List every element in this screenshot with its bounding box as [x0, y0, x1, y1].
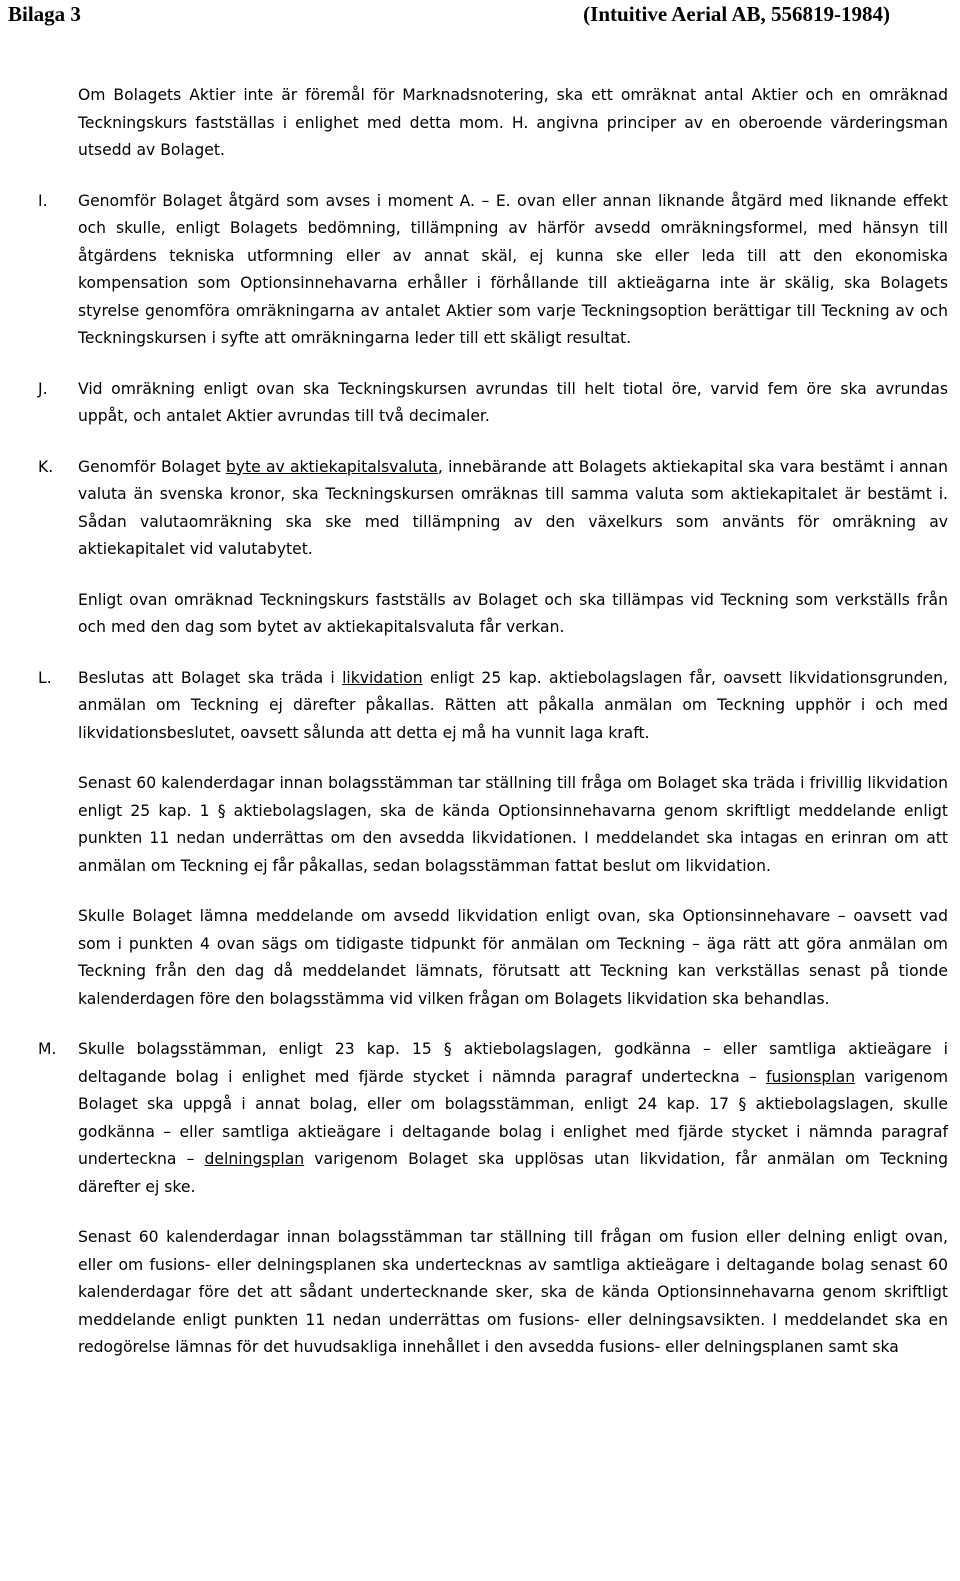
section-i [0, 188, 960, 353]
section-l-paragraph-3: Skulle Bolaget lämna meddelande om avsedd likvidation enligt ovan, ska Optionsinnehavare – oavsett vad som i punkten 4 ovan sägs om tidigaste tidpunkt för anmälan om Teckning – äga rätt att göra anmälan om Teckning från den dag då meddelandet lämnats, förutsatt att Teckning kan verkställas senast på tionde kalenderdagen före den bolagsstämma vid vilken frågan om Bolagets likvidation ska behandlas. [78, 907, 948, 1008]
page-header [0, 0, 960, 26]
section-k-paragraph-2: Enligt ovan omräknad Teckningskurs fastställs av Bolaget och ska tillämpas vid Teckning som verkställs från och med den dag som bytet av aktiekapitalsvaluta får verkan. [78, 590, 948, 636]
section-j-letter: J. [38, 379, 48, 398]
appendix-label: Bilaga 3 [8, 2, 81, 26]
section-m-paragraph-1 [0, 1036, 960, 1201]
section-i-letter: I. [38, 191, 48, 210]
term-merger-plan: fusionsplan [766, 1067, 856, 1086]
section-k-text-b: , innebärande att Bolagets aktiekapital ska vara bestämt i annan valuta än svenska kronor, ska Teckningskursen omräknas till samma valuta som aktiekapitalet är bestämt i. Sådan valutaomräkning ska ske med tillämpning av den växelkurs som använts för omräkning av aktiekapitalet vid valutabytet. [78, 457, 948, 558]
section-k-paragraph-1 [0, 454, 960, 564]
term-liquidation: likvidation [342, 668, 423, 687]
section-k-letter: K. [38, 457, 54, 476]
section-l-paragraph-2: Senast 60 kalenderdagar innan bolagsstämman tar ställning till fråga om Bolaget ska träda i frivillig likvidation enligt 25 kap. 1 § aktiebolagslagen, ska de kända Optionsinnehavarna genom skriftligt meddelande enligt punkten 11 nedan underrättas om den avsedda likvidationen. I meddelandet ska intagas en erinran om att anmälan om Teckning ej får påkallas, sedan bolagsstämman fattat beslut om likvidation. [78, 774, 948, 875]
company-label: (Intuitive Aerial AB, 556819-1984) [583, 2, 890, 26]
section-m-letter: M. [38, 1040, 57, 1058]
document-body [0, 82, 960, 1362]
intro-paragraph: Om Bolagets Aktier inte är föremål för Marknadsnotering, ska ett omräknat antal Aktier och en omräknad Teckningskurs fastställas i enlighet med detta mom. H. angivna principer av en oberoende värderingsman utsedd av Bolaget. [78, 86, 948, 159]
section-m-text-c: varigenom Bolaget ska upplösas utan likvidation, får anmälan om Teckning därefter ej ske. [78, 1150, 948, 1196]
section-l-letter: L. [38, 668, 52, 687]
term-currency-change: byte av aktiekapitalsvaluta [225, 457, 438, 476]
section-m-text-a: Skulle bolagsstämman, enligt 23 kap. 15 § aktiebolagslagen, godkänna – eller samtliga aktieägare i deltagande bolag i enlighet med fjärde stycket i nämnda paragraf underteckna – [78, 1040, 948, 1086]
section-m-text-b: varigenom Bolaget ska uppgå i annat bolag, eller om bolagsstämman, enligt 24 kap. 17 § aktiebolagslagen, skulle godkänna – eller samtliga aktieägare i deltagande bolag i enlighet med fjärde stycket i nämnda paragraf underteckna – [78, 1067, 949, 1168]
section-l-text-a: Beslutas att Bolaget ska träda i [78, 668, 343, 687]
section-l-paragraph-1 [0, 665, 960, 748]
term-demerger-plan: delningsplan [204, 1150, 305, 1168]
section-l-text-b: enligt 25 kap. aktiebolagslagen får, oavsett likvidationsgrunden, anmälan om Teckning ej därefter påkallas. Rätten att påkalla anmälan om Teckning upphör i och med likvidationsbeslutet, oavsett sålunda att detta ej må ha vunnit laga kraft. [78, 668, 948, 742]
section-j [0, 376, 960, 431]
section-m-paragraph-2: Senast 60 kalenderdagar innan bolagsstämman tar ställning till frågan om fusion eller delning enligt ovan, eller om fusions- eller delningsplanen ska undertecknas av samtliga aktieägare i deltagande bolag senast 60 kalenderdagar före det att sådant undertecknande sker, ska de kända Optionsinnehavarna genom skriftligt meddelande enligt punkten 11 nedan underrättas om fusions- eller delningsavsikten. I meddelandet ska en redogörelse lämnas för det huvudsakliga innehållet i den avsedda fusions- eller delningsplanen samt ska [78, 1228, 948, 1356]
section-j-text: Vid omräkning enligt ovan ska Teckningskursen avrundas till helt tiotal öre, varvid fem öre ska avrundas uppåt, och antalet Aktier avrundas till två decimaler. [78, 379, 948, 425]
section-i-text: Genomför Bolaget åtgärd som avses i moment A. – E. ovan eller annan liknande åtgärd med liknande effekt och skulle, enligt Bolagets bedömning, tillämpning av härför avsedd omräkningsformel, med hänsyn till åtgärdens tekniska utformning eller av annat skäl, ej kunna ske eller leda till att den ekonomiska kompensation som Optionsinnehavarna erhåller i förhållande till aktieägarna inte är skälig, ska Bolagets styrelse genomföra omräkningarna av antalet Aktier som varje Teckningsoption berättigar till Teckning av och Teckningskursen i syfte att omräkningarna leder till ett skäligt resultat. [78, 191, 948, 347]
section-k-text-a: Genomför Bolaget [78, 457, 226, 476]
